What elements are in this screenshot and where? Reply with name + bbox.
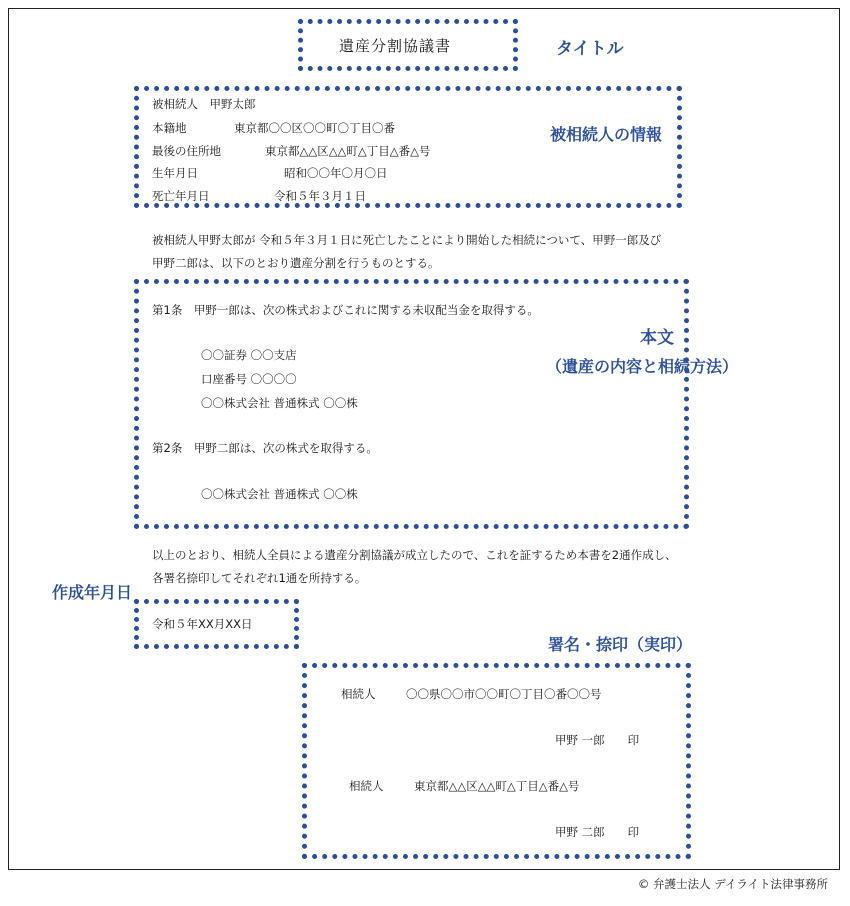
closing-line-1: 以上のとおり、相続人全員による遺産分割協議が成立したので、これを証するため本書を2通作成し、 [152, 548, 677, 562]
domicile-value: 東京都〇〇区〇〇町〇丁目〇番 [234, 121, 395, 135]
last-address-value: 東京都△△区△△町△丁目△番△号 [265, 144, 431, 158]
article-1-item-1: 〇〇証券 〇〇支店 [201, 348, 297, 362]
intro-line-2: 甲野二郎は、以下のとおり遺産分割を行うものとする。 [152, 256, 440, 270]
document-title: 遺産分割協議書 [339, 37, 452, 55]
heir-2-signature: 甲野 二郎 印 [555, 825, 640, 839]
annotation-title: タイトル [556, 39, 624, 59]
article-1-item-3: 〇〇株式会社 普通株式 〇〇株 [201, 396, 358, 410]
last-address-label: 最後の住所地 [152, 144, 221, 158]
death-label: 死亡年月日 [152, 189, 210, 203]
article-2-heading: 第2条 甲野二郎は、次の株式を取得する。 [152, 441, 378, 455]
heir-2-address: 東京都△△区△△町△丁目△番△号 [414, 779, 580, 793]
intro-line-1: 被相続人甲野太郎が 令和５年３月１日に死亡したことにより開始した相続について、甲野一郎及び [152, 233, 662, 247]
heir-1-signature: 甲野 一郎 印 [555, 733, 640, 747]
annotation-decedent-info: 被相続人の情報 [550, 125, 663, 144]
heir-1-address: 〇〇県〇〇市〇〇町〇丁目〇番〇〇号 [406, 687, 602, 701]
annotation-body: 本文 [640, 328, 674, 348]
document-date: 令和５年XX月XX日 [152, 617, 253, 631]
birth-label: 生年月日 [152, 166, 198, 180]
decedent-name: 被相続人 甲野太郎 [152, 97, 256, 111]
closing-line-2: 各署名捺印してそれぞれ1通を所持する。 [152, 571, 367, 585]
copyright-notice: © 弁護士法人 デイライト法律事務所 [637, 877, 828, 891]
domicile-label: 本籍地 [152, 121, 187, 135]
death-value: 令和５年３月１日 [274, 189, 366, 203]
article-1-item-2: 口座番号 〇〇〇〇 [201, 372, 297, 386]
article-2-item-1: 〇〇株式会社 普通株式 〇〇株 [201, 487, 358, 501]
annotation-signature-seal: 署名・捺印（実印） [548, 635, 693, 654]
annotation-creation-date: 作成年月日 [52, 583, 133, 602]
birth-value: 昭和〇〇年〇月〇日 [284, 166, 388, 180]
article-1-heading: 第1条 甲野一郎は、次の株式およびこれに関する未収配当金を取得する。 [152, 303, 539, 317]
annotation-body-detail: （遺産の内容と相続方法） [546, 357, 739, 376]
heir-2-label: 相続人 [349, 779, 384, 793]
heir-1-label: 相続人 [341, 687, 376, 701]
